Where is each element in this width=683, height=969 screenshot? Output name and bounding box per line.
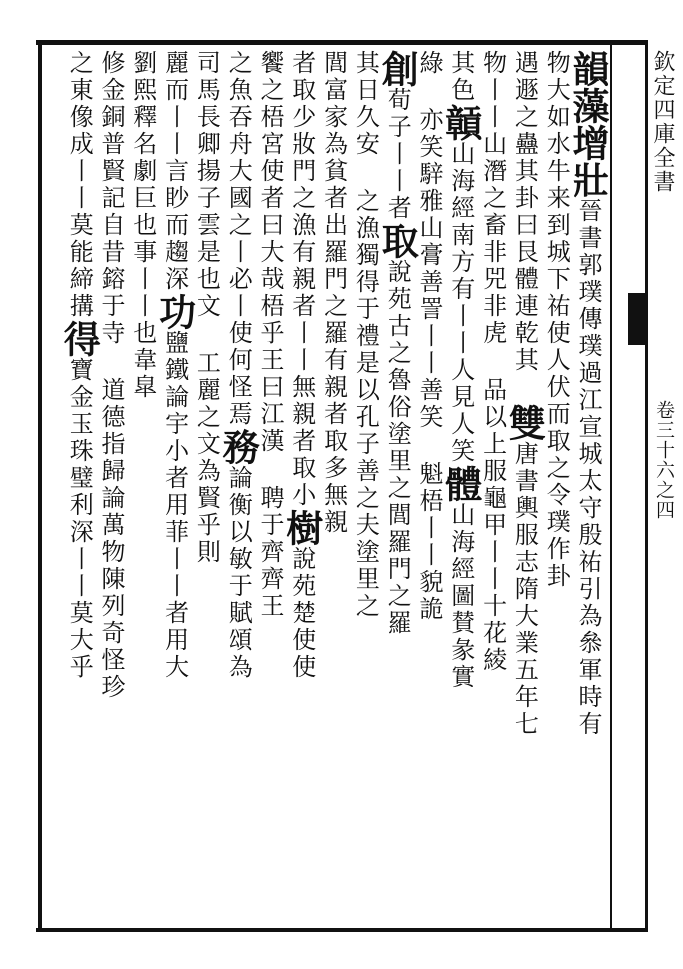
body-text: 工麗之文為賢乎則: [192, 350, 221, 566]
body-text: 物丨丨山潛之畜非兕非虎: [478, 50, 507, 347]
center-fold-line: [610, 40, 612, 932]
body-text: 其日久安: [351, 50, 380, 158]
body-text: 遇遯之蠱其卦曰艮體連乾其: [510, 50, 539, 374]
body-text: 物大如水牛来到城下祐使人伏而取之令璞作卦: [542, 50, 571, 590]
body-text: 說苑楚使使: [287, 546, 316, 681]
headword: 雙: [502, 404, 547, 441]
body-text: 論衡以敏于賦頌為: [224, 465, 253, 681]
page-border-top: [36, 40, 648, 45]
headword: 務: [216, 428, 261, 465]
body-text: 劉熙釋名劇巨也事丨丨也韋皐: [128, 50, 157, 401]
body-text: 鹽鐵論宇小者用菲丨丨者用大: [160, 330, 189, 681]
headword: 功: [152, 293, 197, 330]
body-text: 亦笑騂雅山膏善詈丨丨善笑: [415, 107, 443, 431]
running-title: 欽定四庫全書: [650, 50, 675, 194]
body-text: 山海經圖賛彖實: [446, 502, 475, 691]
body-text: 其色: [446, 50, 475, 104]
body-text: 之東像成丨丨莫能締搆: [65, 50, 94, 320]
headword: 藻: [566, 87, 610, 124]
body-text: 寶金玉珠璧利深丨丨莫大乎: [65, 357, 94, 681]
body-text: 說苑古之魯俗塗里之閭羅門之羅: [383, 259, 412, 637]
body-text: 聘于齊齊王: [256, 485, 284, 620]
body-text: 司馬長卿揚子雲是也文: [192, 50, 221, 320]
body-text: 唐書輿服志隋大業五年七: [510, 441, 539, 738]
body-text: 麗而丨丨言眇而趨深: [160, 50, 189, 293]
body-text: 綠: [415, 50, 443, 77]
body-text: 饗之梧宮使者曰大哉梧乎王曰江漢: [256, 50, 284, 455]
fishtail-mark: [628, 293, 646, 345]
body-text: 品以上服龜甲丨丨十花綾: [478, 377, 507, 674]
body-text: 晉書郭璞傳璞過江宣城太守殷祐引為叅軍時有: [574, 198, 602, 738]
body-text: 魁梧丨丨貌詭: [415, 461, 443, 623]
headword: 贑: [438, 104, 483, 141]
body-text: 閭富家為貧者出羅門之羅有親者取多無親: [319, 50, 348, 536]
volume-number: 卷三十六之四: [653, 400, 675, 520]
body-text: 者取少妝門之漁有親者丨丨無親者取小: [287, 50, 316, 509]
headword: 體: [438, 465, 483, 502]
headword: 增: [566, 124, 610, 161]
headword: 創: [375, 50, 420, 87]
headword: 壯: [566, 161, 610, 198]
body-text: 道德指歸論萬物陳列奇怪珍: [97, 377, 125, 701]
text-column: [57, 50, 101, 924]
headword: 韻: [566, 50, 610, 87]
body-text: 之漁獨得于禮是以孔子善之夫塗里之: [351, 188, 380, 620]
headword: 得: [57, 320, 102, 357]
headword: 樹: [279, 509, 324, 546]
page-border-left: [38, 40, 42, 932]
body-text: 山海經南方有丨丨人見人笑: [446, 141, 475, 465]
headword: 取: [375, 222, 420, 259]
page-border-bottom: [36, 928, 648, 932]
body-text: 修金銅普賢記自昔鎔于寺: [97, 50, 125, 347]
body-text: 荀子丨丨者: [383, 87, 412, 222]
body-text: 之魚吞舟大國之丨必丨使何怪焉: [224, 50, 253, 428]
